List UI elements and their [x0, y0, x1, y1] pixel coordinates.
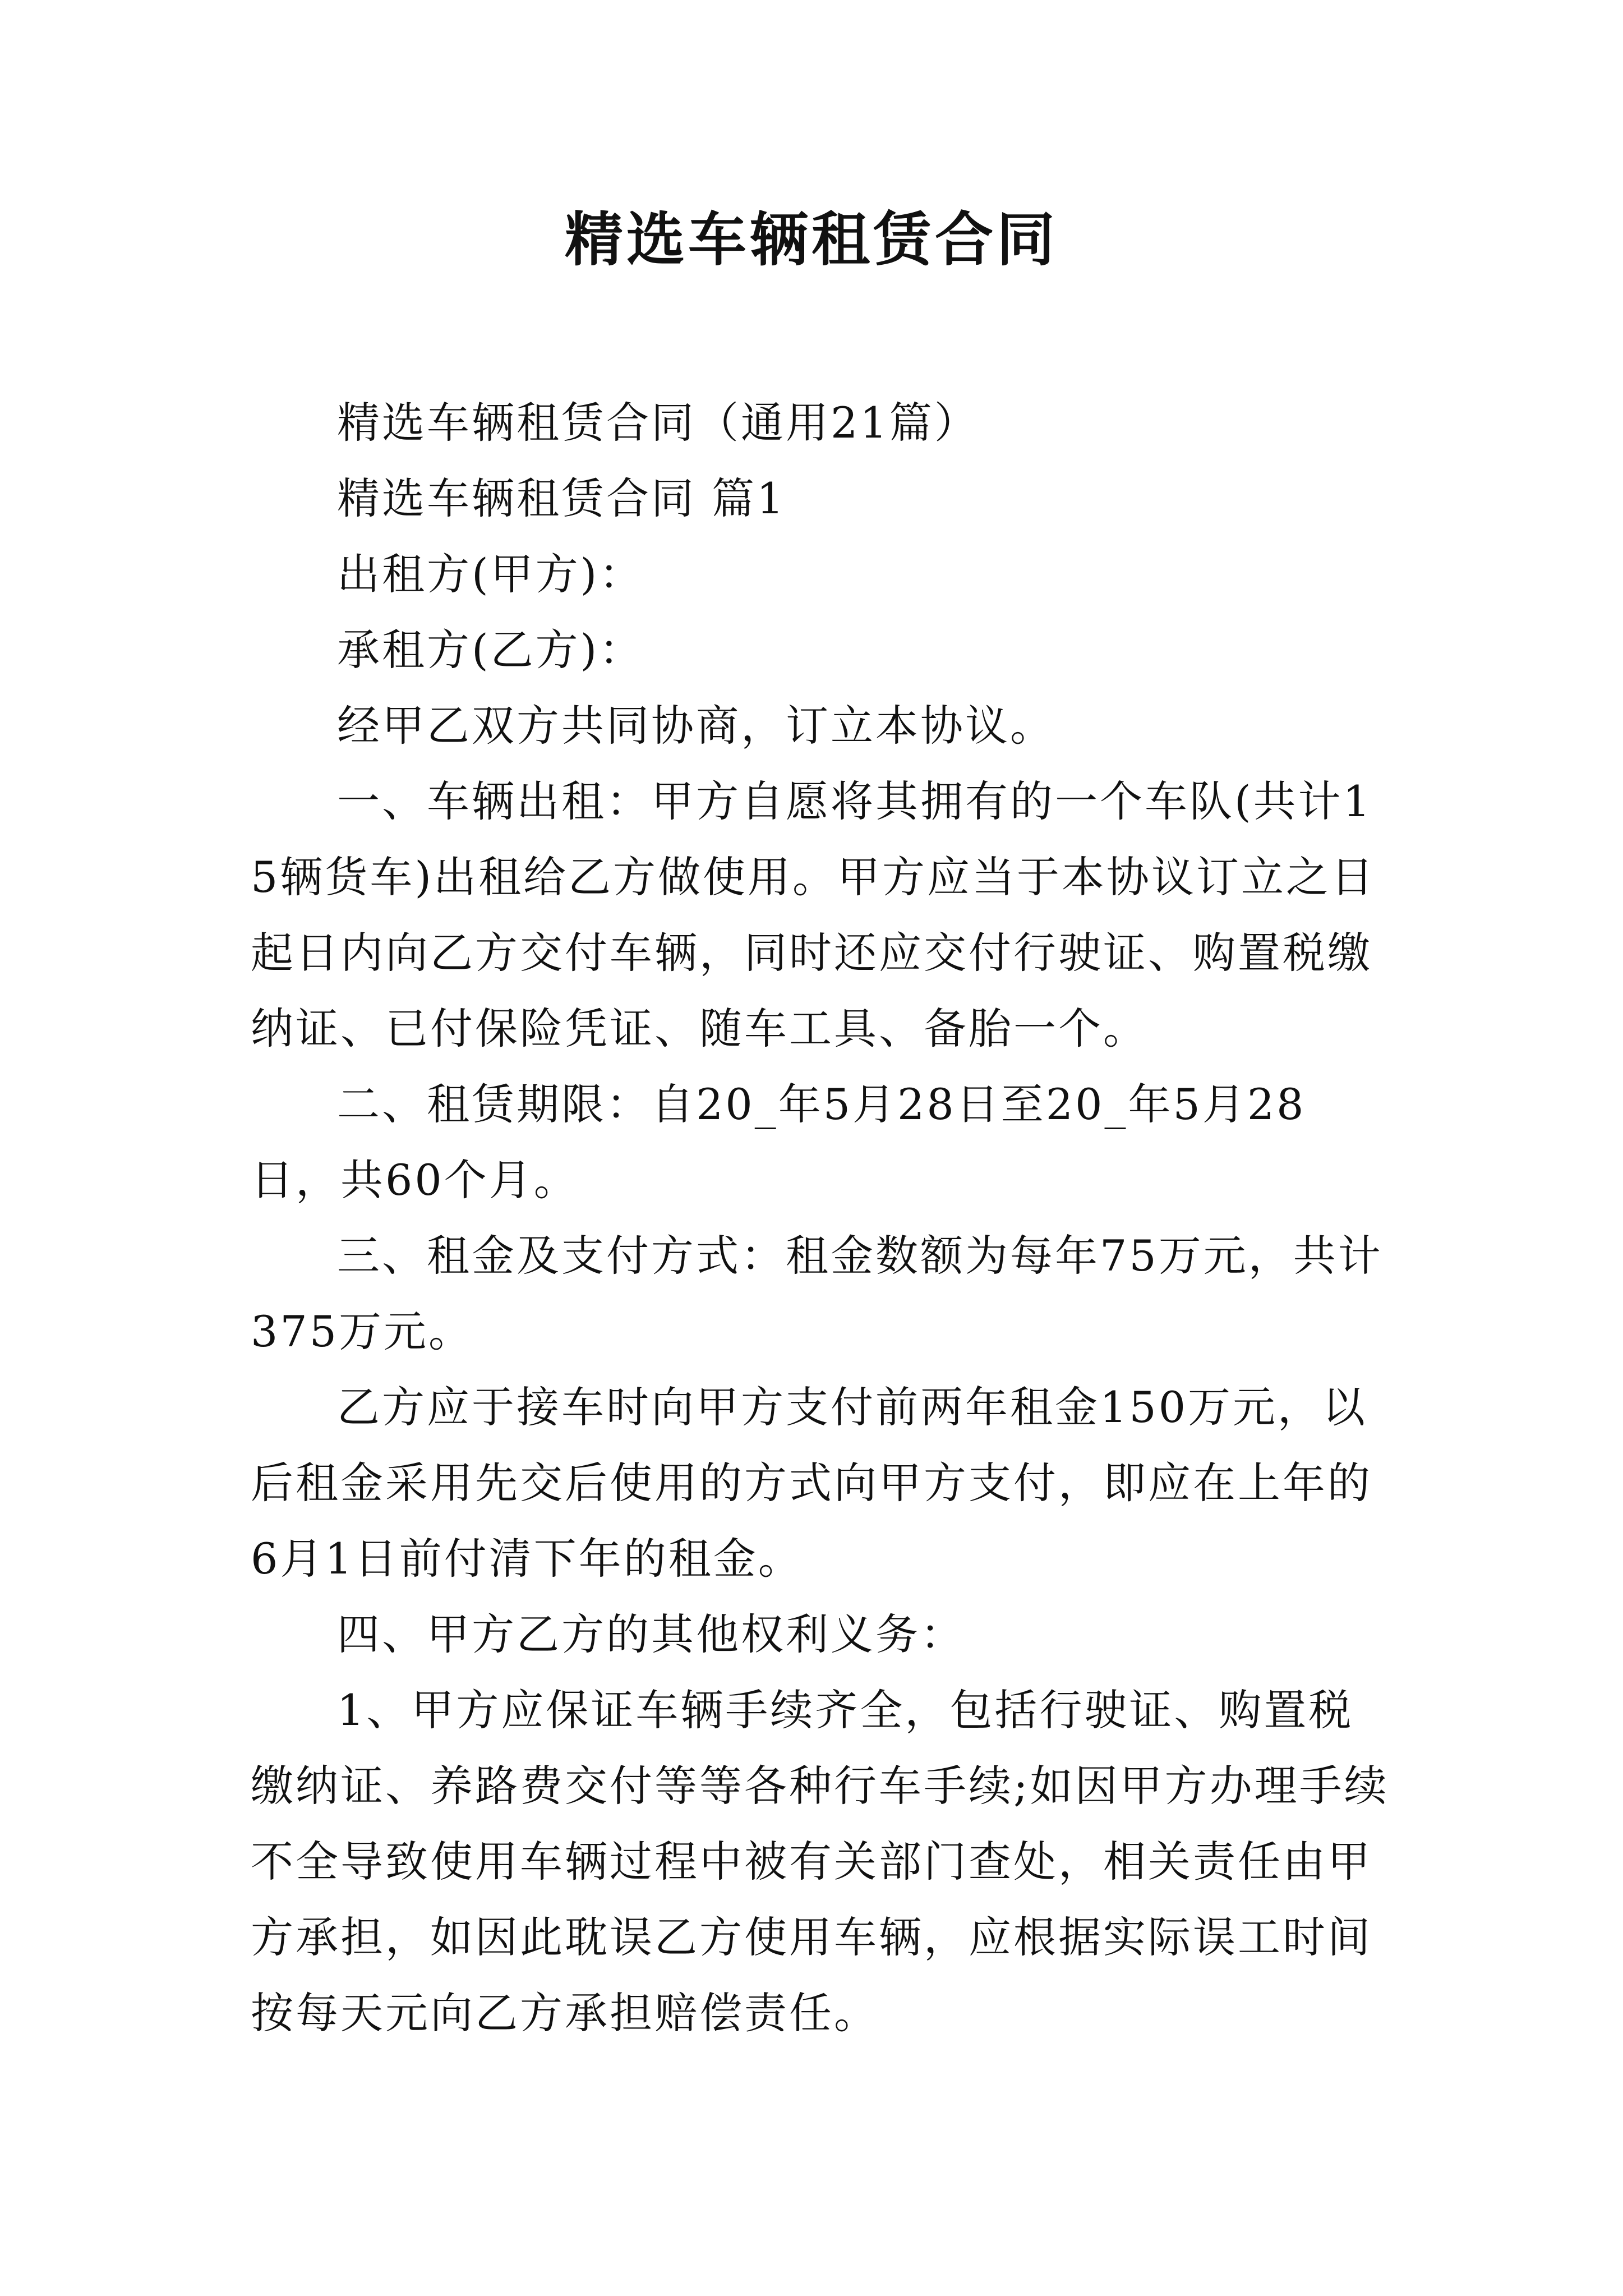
paragraph-agreement: 经甲乙双方共同协商，订立本协议。	[337, 701, 1055, 751]
paragraph-subtitle: 精选车辆租赁合同（通用21篇）	[337, 398, 979, 448]
paragraph-clause-2: 二、租赁期限：自20_年5月28日至20_年5月28日，共60个月。	[251, 1079, 1306, 1205]
paragraph-clause-1: 一、车辆出租：甲方自愿将其拥有的一个车队(共计15辆货车)出租给乙方做使用。甲方应当于本协议订立之日起日内向乙方交付车辆，同时还应交付行驶证、购置税缴纳证、已付保险凭证、随车工具、备胎一个。	[251, 776, 1376, 1053]
paragraph-clause-4-1: 1、甲方应保证车辆手续齐全，包括行驶证、购置税缴纳证、养路费交付等等各种行车手续;如因甲方办理手续不全导致使用车辆过程中被有关部门查处，相关责任由甲方承担，如因此耽误乙方使用车辆，应根据实际误工时间按每天元向乙方承担赔偿责任。	[251, 1685, 1389, 2038]
paragraph-lessee: 承租方(乙方)：	[337, 625, 644, 675]
document-body	[251, 385, 1389, 2051]
document-title: 精选车辆租赁合同	[564, 205, 1058, 274]
paragraph-lessor: 出租方(甲方)：	[337, 549, 644, 599]
paragraph-payment: 乙方应于接车时向甲方支付前两年租金150万元，以后租金采用先交后使用的方式向甲方支付，即应在上年的6月1日前付清下年的租金。	[251, 1382, 1372, 1584]
paragraph-section-heading: 精选车辆租赁合同 篇1	[337, 473, 786, 523]
paragraph-clause-3: 三、租金及支付方式：租金数额为每年75万元，共计375万元。	[251, 1231, 1383, 1356]
paragraph-clause-4: 四、甲方乙方的其他权利义务：	[337, 1609, 965, 1659]
